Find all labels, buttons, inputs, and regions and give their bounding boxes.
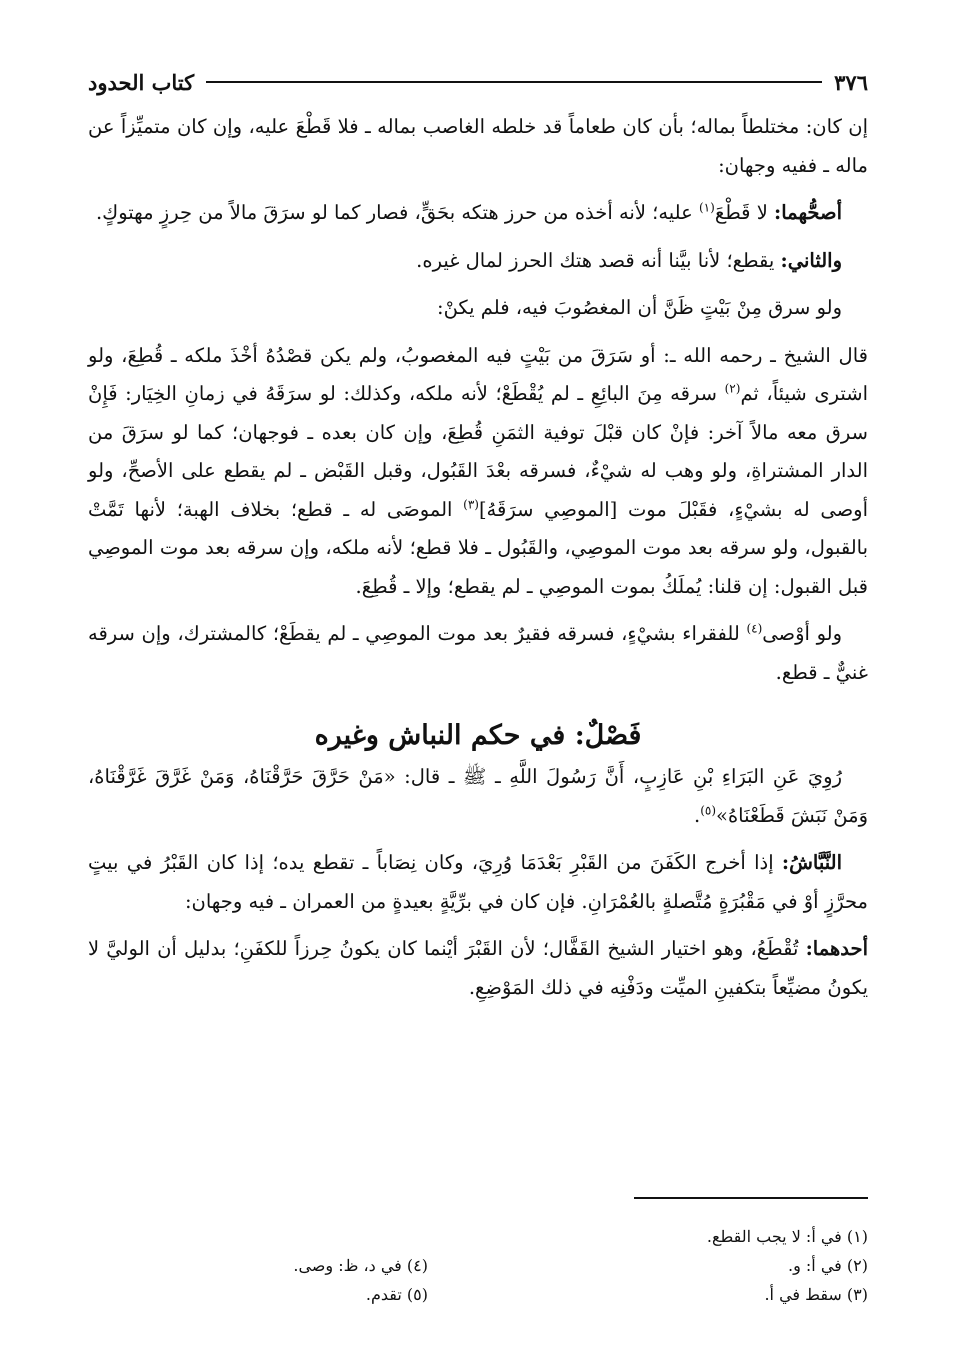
paragraph-lead: أصحُّهما:	[774, 201, 842, 224]
paragraph-lead: والثاني:	[780, 248, 842, 272]
footnote-ref-5: (٥)	[700, 803, 717, 817]
footnote-ref-2: (٢)	[724, 381, 741, 396]
paragraph-hadith	[88, 758, 868, 835]
paragraph-text: قال الشيخ ـ رحمه الله ـ: أو سَرَقَ من بَيْتٍ فيه المغصوبُ، ولم يكن قصْدُهُ أخْذَ ملكه ـ قُطِعَ، ولو اشترى شيئاً، ثم	[88, 343, 869, 405]
paragraph-text: يقطع؛ لأنا بيَّنا أنه قصد هتك الحرز لمال غيره.	[416, 248, 781, 272]
paragraph-intro	[88, 108, 868, 185]
paragraph-lead: النَّبَّاشُ:	[781, 851, 842, 874]
paragraph-text: تُقْطَعُ، وهو اختيار الشيخ القَفَّال؛ لأن القَبْرَ أيْنما كان يكونُ حِرزاً للكفَنِ؛ بدليل أن الوليَّ لا يكونُ مضيِّعاً بتكفينِ الميِّت ودَفْنِه في ذلك المَوْضِعِ.	[88, 937, 868, 999]
book-title: كتاب الحدود	[88, 69, 195, 95]
paragraph-ashahhuma	[88, 194, 868, 233]
paragraph-fuqara	[88, 615, 868, 692]
footnotes-column-left	[168, 1251, 428, 1309]
paragraph-text: ولو سرق مِنْ بَيْتٍ ظَنَّ أن المغصُوبَ فيه، فلم يكنْ:	[437, 296, 842, 319]
paragraph-text: لا قَطْعَ	[714, 201, 775, 224]
header-rule	[206, 81, 822, 83]
footnote-1: (١) في أ: لا يجب القطع.	[706, 1227, 868, 1246]
page-header	[88, 62, 868, 102]
paragraph-text: .	[693, 803, 701, 827]
paragraph-text: رُوِيَ عَنِ البَرَاءِ بْنِ عَازِبٍ، أَنَّ رَسُولَ اللَّهِ ـ ﷺ ـ قال: «مَنْ حَرَّقَ حَرَّقْنَاهُ، وَمَنْ غَرَّقَ غَرَّقْنَاهُ، وَمَنْ نَبَشَ قَطَعْنَاهُ»	[88, 765, 868, 827]
page-number: ٣٧٦	[834, 69, 868, 95]
footnotes-column-right	[538, 1222, 868, 1309]
paragraph-text: إذا أخرج الكَفَنَ من القَبْرِ بَعْدَمَا وُرِيَ، وكان نِصَاباً ـ تقطع يده؛ إذا كان القَبْرُ في بيتٍ محرَّزٍ أوْ في مَقْبُرَةٍ مُتَّصلةٍ بالعُمْرَانِ. فإن كان في برِّيَّةٍ بعيدةٍ من العمران ـ فيه وجهان:	[88, 851, 868, 913]
paragraph-text: عليه؛ لأنه أخذه من حرز هتكه بحَقٍّ، فصار كما لو سرَقَ مالاً من حِرزٍ مهتوكٍ.	[95, 201, 699, 224]
footnote-4: (٤) في د، ظ: وصى.	[293, 1256, 428, 1275]
footnote-rule	[634, 1197, 868, 1199]
paragraph-text: سرقه مِنَ البائِعِ ـ لم يُقْطَعْ؛ لأنه ملكه، وكذلك: لو سرَقَهُ في زمانِ الخِيَار: فَإِنْ سرق معه مالاً آخر: فإنْ كان قبْلَ توفية الثمَنِ قُطِعَ، وإن كان بعده ـ فوجهان؛ كما لو سرَقَ من الدار المشتراةِ، ولو وهب له شيْءٌ، فسرقه بعْدَ القَبُول، وقبل القَبْض ـ لم يقطع على الأصحِّ، ولو أوصى له بشيْءٍ، فقَبْلَ موت [الموصِي سرَقَهُ]	[88, 382, 868, 521]
footnote-ref-1: (١)	[698, 200, 715, 215]
footnote-ref-3: (٣)	[463, 497, 479, 511]
paragraph-nabbash	[88, 844, 868, 921]
paragraph-saraqa-bayt	[88, 289, 868, 328]
paragraph-lead: أحدهما:	[805, 937, 868, 960]
paragraph-shaykh	[88, 337, 868, 607]
footnote-2: (٢) في أ: و.	[788, 1256, 868, 1275]
paragraph-text: للفقراء بشيْءٍ، فسرقه فقيرٌ بعد موت الموصِي ـ لم يقطَعْ؛ كالمشترك، وإن سرقه غنيٌّ ـ قطع.	[88, 622, 868, 684]
paragraph-ahaduhuma	[88, 930, 868, 1007]
footnote-ref-4: (٤)	[746, 621, 763, 636]
section-title: فَصْلٌ: في حكم النباش وغيره	[314, 720, 642, 751]
paragraph-text: ولو أوْصى	[762, 622, 842, 645]
footnote-5: (٥) تقدم.	[365, 1285, 428, 1304]
paragraph-text: إن كان: مختلطاً بماله؛ بأن كان طعاماً قد خلطه الغاصب بماله ـ فلا قَطْعَ عليه، وإن كان متميِّزاً عن ماله ـ ففيه وجهان:	[88, 115, 868, 177]
footnote-3: (٣) سقط في أ.	[764, 1285, 868, 1304]
paragraph-text: الموصَى له ـ قطع؛ بخلاف الهبة؛ لأنها تَمَّتْ بالقبول، ولو سرقه بعد موت الموصِي، والقَبُول ـ فلا قطع؛ لأنه ملكه، وإن سرقه بعد موت الموصِي قبل القبول: إن قلنا: يُملَكُ بموت الموصِي ـ لم يقطع؛ وإلا ـ قُطِعَ.	[88, 497, 868, 598]
main-text	[88, 108, 868, 1016]
paragraph-thani	[88, 242, 868, 281]
